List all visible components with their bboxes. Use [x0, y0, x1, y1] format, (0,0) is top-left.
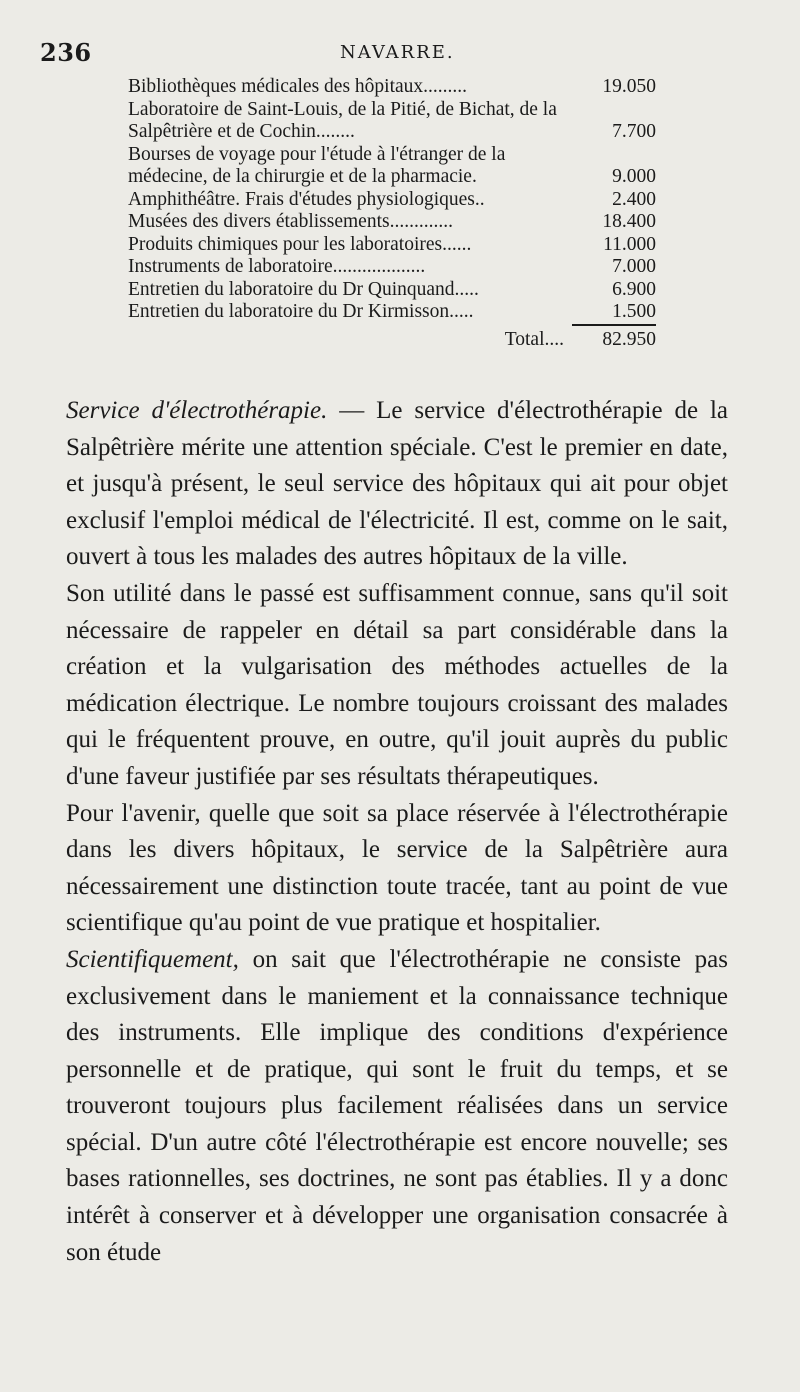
paragraph: [66, 393, 728, 576]
section-lead: Scientifiquement,: [66, 945, 239, 973]
budget-row: [128, 144, 668, 189]
budget-row: [128, 234, 668, 257]
running-title: NAVARRE.: [340, 42, 455, 63]
total-rule: [572, 324, 656, 326]
budget-row-label: Produits chimiques pour les laboratoires......: [128, 233, 472, 255]
paragraph-text: — Le service d'électrothérapie de la Salpêtrière mérite une attention spéciale. C'est le premier en date, et jusqu'à présent, le seul service des hôpitaux qui ait pour objet exclusif l'emploi médical de l'électricité. Il est, comme on le sait, ouvert à tous les malades des autres hôpitaux de la ville.: [66, 397, 728, 571]
budget-row-amount: 1.500: [612, 301, 656, 322]
paragraph: [66, 796, 728, 942]
budget-row-amount: 9.000: [612, 166, 656, 187]
paragraph: [66, 942, 728, 1271]
budget-row-amount: 7.700: [612, 121, 656, 142]
section-lead: Service d'électrothérapie.: [66, 397, 328, 424]
budget-row-amount: 6.900: [612, 278, 656, 300]
body-text: [66, 393, 728, 1271]
budget-row: [128, 256, 668, 279]
total-label: Total....: [504, 328, 564, 350]
budget-row: [128, 279, 668, 302]
budget-row-amount: 2.400: [612, 188, 656, 210]
budget-row-label: Bourses de voyage pour l'étude à l'étranger de la médecine, de la chirurgie et de la pharmacie.: [128, 143, 506, 187]
paragraph-text: Pour l'avenir, quelle que soit sa place réservée à l'électrothérapie dans les divers hôpitaux, le service de la Salpêtrière aura nécessairement une distinction toute tracée, tant au point de vue scientifique qu'au point de vue pratique et hospitalier.: [66, 799, 728, 937]
budget-row-amount: 18.400: [602, 211, 656, 232]
paragraph-text: Son utilité dans le passé est suffisamment connue, sans qu'il soit nécessaire de rappeler en détail sa part considérable dans la création et la vulgarisation des méthodes actuelles de la médication électrique. Le nombre toujours croissant des malades qui le fréquentent prouve, en outre, qu'il jouit auprès du public d'une faveur justifiée par ses résultats thérapeutiques.: [66, 579, 728, 790]
page-number: 236: [40, 38, 92, 67]
budget-row: [128, 99, 668, 144]
budget-row: [128, 76, 668, 99]
budget-table: [128, 76, 668, 352]
paragraph-text: on sait que l'électrothérapie ne consiste pas exclusivement dans le maniement et la connaissance technique des instruments. Elle implique des conditions d'expérience personnelle et de pratique, qui sont le fruit du temps, et se trouveront toujours plus facilement réalisées dans un service spécial. D'un autre côté l'électrothérapie est encore nouvelle; ses bases rationnelles, ses doctrines, ne sont pas établies. Il y a donc intérêt à conserver et à développer une organisation consacrée à son étude: [66, 945, 728, 1266]
budget-row-label: Laboratoire de Saint-Louis, de la Pitié, de Bichat, de la Salpêtrière et de Cochin........: [128, 98, 557, 142]
budget-row-amount: 11.000: [603, 233, 656, 255]
budget-row-amount: 7.000: [612, 256, 656, 277]
budget-row-label: Bibliothèques médicales des hôpitaux.........: [128, 76, 468, 97]
budget-row-label: Amphithéâtre. Frais d'études physiologiques..: [128, 188, 485, 210]
budget-total-row: [128, 328, 668, 352]
budget-row-amount: 19.050: [602, 76, 656, 97]
budget-row: [128, 211, 668, 234]
total-amount: 82.950: [602, 328, 656, 350]
budget-row-label: Musées des divers établissements.............: [128, 211, 453, 232]
paragraph: [66, 576, 728, 796]
budget-row-label: Entretien du laboratoire du Dr Kirmisson.....: [128, 301, 474, 322]
budget-row-label: Entretien du laboratoire du Dr Quinquand.....: [128, 278, 479, 300]
running-head: [40, 38, 680, 68]
budget-row-label: Instruments de laboratoire...................: [128, 256, 426, 277]
budget-row: [128, 189, 668, 212]
budget-row: [128, 301, 668, 324]
